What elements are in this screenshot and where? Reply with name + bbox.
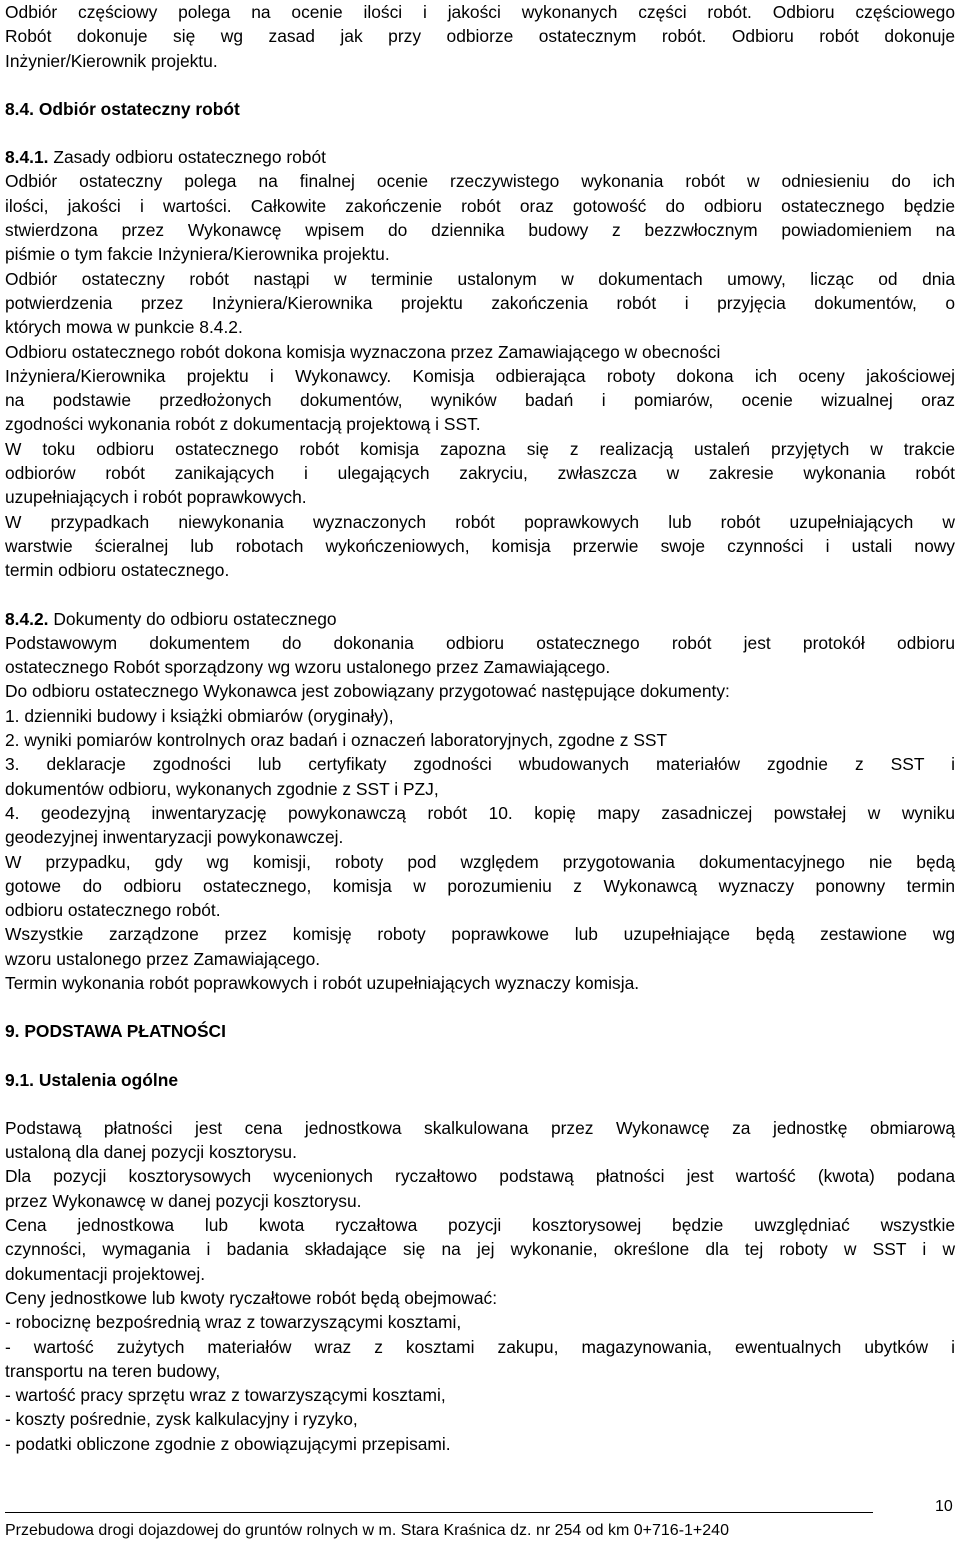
text-line: Inżyniera/Kierownika projektu i Wykonawcy. Komisja odbierająca roboty dokona ich oceny jakościowej	[5, 365, 955, 386]
spacer	[5, 583, 955, 607]
list-item: - robociznę bezpośrednią wraz z towarzyszącymi kosztami,	[5, 1312, 462, 1333]
text-line: Do odbioru ostatecznego Wykonawca jest zobowiązany przygotować następujące dokumenty:	[5, 681, 730, 702]
text-line: Odbioru ostatecznego robót dokona komisja wyznaczona przez Zamawiającego w obecności	[5, 341, 721, 362]
text-line: stwierdzona przez Wykonawcę wpisem do dziennika budowy z bezzwłocznym powiadomieniem na	[5, 220, 955, 241]
text-line: potwierdzenia przez Inżyniera/Kierownika projektu zakończenia robót i przyjęcia dokumentów, o	[5, 292, 955, 313]
list-item: 1. dzienniki budowy i książki obmiarów (oryginały),	[5, 705, 394, 726]
text-line: W toku odbioru ostatecznego robót komisja zapozna się z realizacją ustaleń przyjętych w trakcie	[5, 438, 955, 459]
text-line: na podstawie przedłożonych dokumentów, wyników badań i pomiarów, ocenie wizualnej oraz	[5, 390, 955, 411]
text-line: Wszystkie zarządzone przez komisję roboty poprawkowe lub uzupełniające będą zestawione wg	[5, 924, 955, 945]
text-line: uzupełniających i robót poprawkowych.	[5, 487, 307, 508]
text-line: Podstawowym dokumentem do dokonania odbioru ostatecznego robót jest protokół odbioru	[5, 632, 955, 653]
text-line: Inżynier/Kierownik projektu.	[5, 50, 218, 71]
spacer	[5, 73, 955, 97]
list-item-continuation: transportu na teren budowy,	[5, 1360, 221, 1381]
text-line: Cena jednostkowa lub kwota ryczałtowa pozycji kosztorysowej będzie uwzględniać wszystkie	[5, 1215, 955, 1236]
list-item: - wartość zużytych materiałów wraz z kosztami zakupu, magazynowania, ewentualnych ubytków i	[5, 1336, 955, 1357]
list-item: 3. deklaracje zgodności lub certyfikaty zgodności wbudowanych materiałów zgodnie z SST i	[5, 754, 955, 775]
text-line: ilości, jakości i wartości. Całkowite zakończenie robót oraz gotowość do odbioru ostatecznego będzie	[5, 195, 955, 216]
list-item-continuation: geodezyjnej inwentaryzacji powykonawczej.	[5, 827, 344, 848]
text-line: warstwie ścieralnej lub robotach wykończeniowych, komisja przerwie swoje czynności i ustali nowy	[5, 535, 955, 556]
section-heading-8-4-2	[5, 607, 955, 631]
text-line: ostatecznego Robót sporządzony wg wzoru ustalonego przez Zamawiającego.	[5, 657, 611, 678]
spacer	[5, 1044, 955, 1068]
text-line: termin odbioru ostatecznego.	[5, 560, 230, 581]
page-number: 10	[935, 1498, 953, 1515]
section-heading-8-4-1	[5, 145, 955, 169]
text-line: piśmie o tym fakcie Inżyniera/Kierownika projektu.	[5, 244, 390, 265]
spacer	[5, 995, 955, 1019]
text-line: Odbiór ostateczny robót nastąpi w terminie ustalonym w dokumentach umowy, licząc od dnia	[5, 268, 955, 289]
footer-project-title: Przebudowa drogi dojazdowej do gruntów rolnych w m. Stara Kraśnica dz. nr 254 od km 0+716-1+240	[5, 1522, 729, 1539]
text-line: Dla pozycji kosztorysowych wycenionych ryczałtowo podstawą płatności jest wartość (kwota) podana	[5, 1166, 955, 1187]
section-heading-9-1: 9.1. Ustalenia ogólne	[5, 1069, 178, 1090]
text-line: ustaloną dla danej pozycji kosztorysu.	[5, 1142, 297, 1163]
list-item: - wartość pracy sprzętu wraz z towarzyszącymi kosztami,	[5, 1385, 446, 1406]
text-line: Robót dokonuje się wg zasad jak przy odbiorze ostatecznym robót. Odbioru robót dokonuje	[5, 26, 955, 47]
spacer	[5, 1092, 955, 1116]
footer-divider	[5, 1512, 873, 1513]
list-item: - podatki obliczone zgodnie z obowiązującymi przepisami.	[5, 1433, 451, 1454]
text-line: W przypadkach niewykonania wyznaczonych robót poprawkowych lub robót uzupełniających w	[5, 511, 955, 532]
text-line: odbiorów robót zanikających i ulegających zakryciu, zwłaszcza w zakresie wykonania robót	[5, 463, 955, 484]
list-item-continuation: dokumentów odbioru, wykonanych zgodnie z SST i PZJ,	[5, 778, 439, 799]
heading-title: Zasady odbioru ostatecznego robót	[48, 147, 326, 168]
text-line: Termin wykonania robót poprawkowych i robót uzupełniających wyznaczy komisja.	[5, 972, 640, 993]
text-line: Ceny jednostkowe lub kwoty ryczałtowe robót będą obejmować:	[5, 1287, 498, 1308]
text-line: Podstawą płatności jest cena jednostkowa skalkulowana przez Wykonawcę za jednostkę obmiarową	[5, 1117, 955, 1138]
document-page	[5, 0, 955, 1456]
text-line: gotowe do odbioru ostatecznego, komisja w porozumieniu z Wykonawcą wyznaczy ponowny termin	[5, 875, 955, 896]
section-heading-9: 9. PODSTAWA PŁATNOŚCI	[5, 1021, 226, 1042]
list-item: 4. geodezyjną inwentaryzację powykonawczą robót 10. kopię mapy zasadniczej powstałej w wyniku	[5, 802, 955, 823]
text-line: zgodności wykonania robót z dokumentacją projektową i SST.	[5, 414, 481, 435]
text-line: czynności, wymagania i badania składające się na jej wykonanie, określone dla tej roboty w SST i w	[5, 1239, 955, 1260]
heading-number: 8.4.1.	[5, 147, 49, 168]
text-line: odbioru ostatecznego robót.	[5, 900, 221, 921]
heading-number: 8.4.2.	[5, 608, 49, 629]
heading-title: Dokumenty do odbioru ostatecznego	[48, 608, 337, 629]
list-item: - koszty pośrednie, zysk kalkulacyjny i ryzyko,	[5, 1409, 358, 1430]
text-line: W przypadku, gdy wg komisji, roboty pod względem przygotowania dokumentacyjnego nie będą	[5, 851, 955, 872]
text-line: przez Wykonawcę w danej pozycji kosztorysu.	[5, 1190, 362, 1211]
text-line: dokumentacji projektowej.	[5, 1263, 206, 1284]
text-line: Odbiór ostateczny polega na finalnej ocenie rzeczywistego wykonania robót w odniesieniu do ich	[5, 171, 955, 192]
list-item: 2. wyniki pomiarów kontrolnych oraz badań i oznaczeń laboratoryjnych, zgodne z SST	[5, 730, 668, 751]
text-line: których mowa w punkcie 8.4.2.	[5, 317, 243, 338]
text-line: Odbiór częściowy polega na ocenie ilości i jakości wykonanych części robót. Odbioru częściowego	[5, 2, 955, 22]
section-heading-8-4: 8.4. Odbiór ostateczny robót	[5, 98, 240, 119]
spacer	[5, 121, 955, 145]
text-line: wzoru ustalonego przez Zamawiającego.	[5, 948, 321, 969]
